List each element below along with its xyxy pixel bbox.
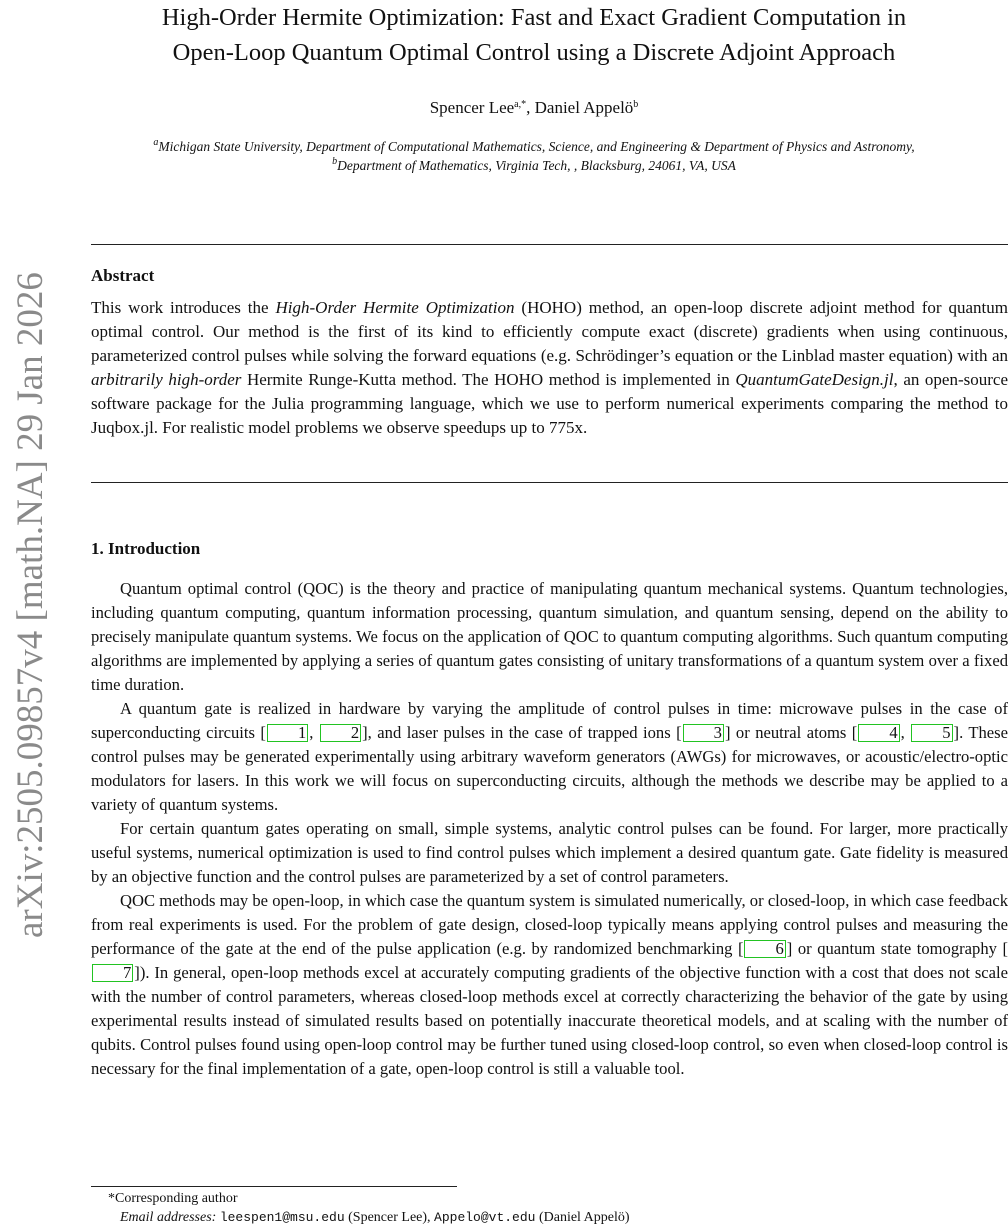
abstract-emphasis: High-Order Hermite Optimization — [275, 298, 515, 317]
author-separator: , — [526, 98, 535, 117]
abstract-emphasis: QuantumGateDesign.jl — [735, 370, 894, 389]
author-affil-mark: a,* — [514, 99, 527, 110]
author-affil-mark: b — [633, 99, 639, 110]
footnote-corresponding — [108, 1190, 237, 1208]
affiliation-b — [60, 156, 1008, 175]
abstract-span: Hermite Runge-Kutta method. The HOHO method is implemented in — [241, 370, 736, 389]
footnote-mark: * — [108, 1191, 115, 1206]
arxiv-identifier: arXiv:2505.09857v4 [math.NA] 29 Jan 2026 — [10, 272, 51, 938]
section-body — [91, 577, 1008, 1081]
author-name: Spencer Lee — [429, 98, 515, 117]
text-span: ]. These control pulses may be generated experimentally using arbitrary waveform generators (AWGs) for microwaves, or acoustic/electro-optic modulators for lasers. In this work we will focus on superconducting circuits, although the methods we describe may be applied to a variety of quantum systems. — [91, 723, 1008, 814]
citation-link[interactable]: 4 — [858, 724, 899, 742]
text-span: ], and laser pulses in the case of trapped ions [ — [362, 723, 682, 742]
paragraph: Quantum optimal control (QOC) is the theory and practice of manipulating quantum mechanical systems. Quantum technologies, including quantum computing, quantum information processing, quantum simulation, and quantum sensing, depend on the ability to precisely manipulate quantum systems. We focus on the application of QOC to quantum computing algorithms. Such quantum computing algorithms are implemented by applying a series of quantum gates consisting of unitary transformations of a quantum system over a fixed time duration. — [91, 579, 1008, 694]
text-span: QOC methods may be open-loop, in which case the quantum system is simulated numerically, or closed-loop, in which case feedback from real experiments is used. For the problem of gate design, closed-loop typically means applying control pulses and measuring the performance of the gate at the end of the pulse application (e.g. by randomized benchmarking [ — [91, 891, 1008, 958]
footnote-text: Corresponding author — [115, 1191, 238, 1206]
title-line-1: High-Order Hermite Optimization: Fast and Exact Gradient Computation in — [161, 4, 907, 31]
citation-link[interactable]: 2 — [320, 724, 361, 742]
author-name: Daniel Appelö — [534, 98, 634, 117]
abstract-top-rule — [91, 244, 1008, 245]
paragraph — [91, 889, 1008, 1081]
email-label: Email addresses: — [120, 1210, 217, 1225]
affil-text: Michigan State University, Department of Computational Mathematics, Science, and Engineering & Department of Physics and Astronomy, — [158, 139, 915, 154]
citation-link[interactable]: 5 — [911, 724, 952, 742]
text-span: A quantum gate is realized in hardware by varying the amplitude of control pulses in time: microwave pulses in the case of superconducting circuits [ — [91, 699, 1008, 742]
citation-link[interactable]: 7 — [92, 964, 133, 982]
author-list — [60, 96, 1008, 120]
paragraph: For certain quantum gates operating on small, simple systems, analytic control pulses can be found. For larger, more practically useful systems, numerical optimization is used to find control pulses which implement a desired quantum gate. Gate fidelity is measured by an objective function and the control pulses are parameterized by a set of control parameters. — [91, 819, 1008, 886]
email-owner: (Daniel Appelö) — [535, 1210, 630, 1225]
paper-title — [60, 0, 1008, 70]
abstract-span: , an open-source software package for the Julia programming language, which we use to perform numerical experiments comparing the method to Juqbox.jl. For realistic model problems we observe speedups up to 775x. — [91, 370, 1008, 437]
text-span: ] or neutral atoms [ — [724, 723, 858, 742]
text-span: ] or quantum state tomography [ — [786, 939, 1008, 958]
affil-text: Department of Mathematics, Virginia Tech, , Blacksburg, 24061, VA, USA — [337, 158, 736, 173]
footnote-rule — [91, 1186, 457, 1187]
text-span: ]). In general, open-loop methods excel at accurately computing gradients of the objective function with a cost that does not scale with the number of control parameters, whereas closed-loop methods excel at correctly characterizing the behavior of the gate by using experimental results instead of simulated results based on potentially inaccurate theoretical models, and at scaling with the number of qubits. Control pulses found using open-loop control may be further tuned using closed-loop control, so even when closed-loop control is necessary for the final implementation of a gate, open-loop control is still a valuable tool. — [91, 963, 1008, 1078]
paragraph: A quantum gate is realized in hardware by varying the amplitude of control pulses in time: microwave pulses in the case of superconducting circuits [ 1 , 2 ], and laser pulses in the case of trapped ions [ 3 ] or neutral atoms [ 4 , 5 ]. These control pulses may be generated experimentally using arbitrary waveform generators (AWGs) for microwaves, or acoustic/electro-optic modulators for lasers. In this work we will focus on superconducting circuits, although the methods we describe may be applied to a variety of quantum systems. — [91, 699, 1008, 814]
affiliation-a — [60, 137, 1008, 156]
abstract-text — [91, 296, 1008, 440]
email-address[interactable]: leespen1@msu.edu — [219, 1210, 345, 1225]
email-owner: (Spencer Lee), — [344, 1210, 435, 1225]
affil-mark: a — [153, 137, 159, 148]
abstract-heading: Abstract — [91, 266, 155, 285]
section-heading: 1. Introduction — [91, 539, 201, 558]
affil-mark: b — [332, 156, 338, 167]
affiliations — [60, 137, 1008, 175]
abstract-bottom-rule — [91, 482, 1008, 483]
footnote-emails — [120, 1209, 630, 1227]
citation-link[interactable]: 3 — [683, 724, 724, 742]
abstract-span: (HOHO) method, an open-loop discrete adjoint method for quantum optimal control. Our method is the first of its kind to efficiently compute exact (discrete) gradients when using continuous, parameterized control pulses while solving the forward equations (e.g. Schrödinger’s equation or the Linblad master equation) with an — [91, 298, 1008, 365]
citation-link[interactable]: 1 — [267, 724, 308, 742]
title-line-2: Open-Loop Quantum Optimal Control using a Discrete Adjoint Approach — [172, 39, 896, 66]
abstract-span: This work introduces the — [91, 298, 276, 317]
abstract-emphasis: arbitrarily high-order — [91, 370, 242, 389]
citation-link[interactable]: 6 — [744, 940, 785, 958]
email-address[interactable]: Appelo@vt.edu — [434, 1210, 536, 1225]
